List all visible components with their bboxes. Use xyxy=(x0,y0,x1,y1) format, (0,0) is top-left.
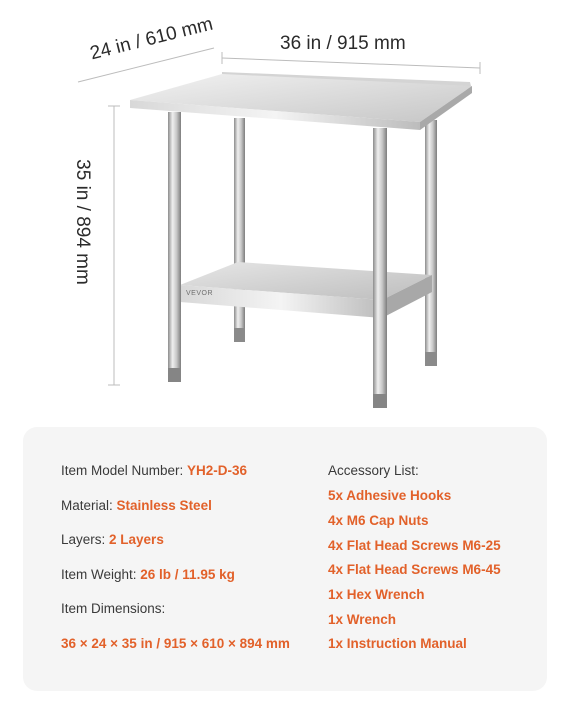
spec-value: Stainless Steel xyxy=(116,498,212,513)
accessory-item: 4x M6 Cap Nuts xyxy=(328,513,429,528)
brand-logo: VEVOR xyxy=(186,290,214,297)
spec-label: Layers: xyxy=(61,532,110,547)
height-dimension-label: 35 in / 894 mm xyxy=(72,159,93,285)
spec-material xyxy=(61,498,212,513)
spec-dimensions xyxy=(61,601,165,616)
spec-weight xyxy=(61,567,235,582)
accessory-item: 4x Flat Head Screws M6-45 xyxy=(328,562,501,577)
depth-dimension-label: 24 in / 610 mm xyxy=(88,13,216,65)
spec-label: Item Weight: xyxy=(61,567,141,582)
spec-value: YH2-D-36 xyxy=(187,463,248,478)
width-dimension-label: 36 in / 915 mm xyxy=(280,33,406,54)
spec-card xyxy=(23,427,547,691)
spec-layers xyxy=(61,532,164,547)
accessory-item: 1x Hex Wrench xyxy=(328,587,425,602)
spec-label: Item Model Number: xyxy=(61,463,188,478)
accessory-title: Accessory List: xyxy=(328,463,419,478)
spec-label: Material: xyxy=(61,498,117,513)
accessory-item: 1x Wrench xyxy=(328,612,397,627)
spec-dimensions-value: 36 × 24 × 35 in / 915 × 610 × 894 mm xyxy=(61,636,290,651)
spec-model xyxy=(61,463,247,478)
accessory-item: 5x Adhesive Hooks xyxy=(328,488,452,503)
accessory-item: 1x Instruction Manual xyxy=(328,636,467,651)
spec-value: 26 lb / 11.95 kg xyxy=(140,567,235,582)
spec-label: Item Dimensions: xyxy=(61,601,166,616)
spec-value: 2 Layers xyxy=(109,532,164,547)
accessory-item: 4x Flat Head Screws M6-25 xyxy=(328,538,501,553)
